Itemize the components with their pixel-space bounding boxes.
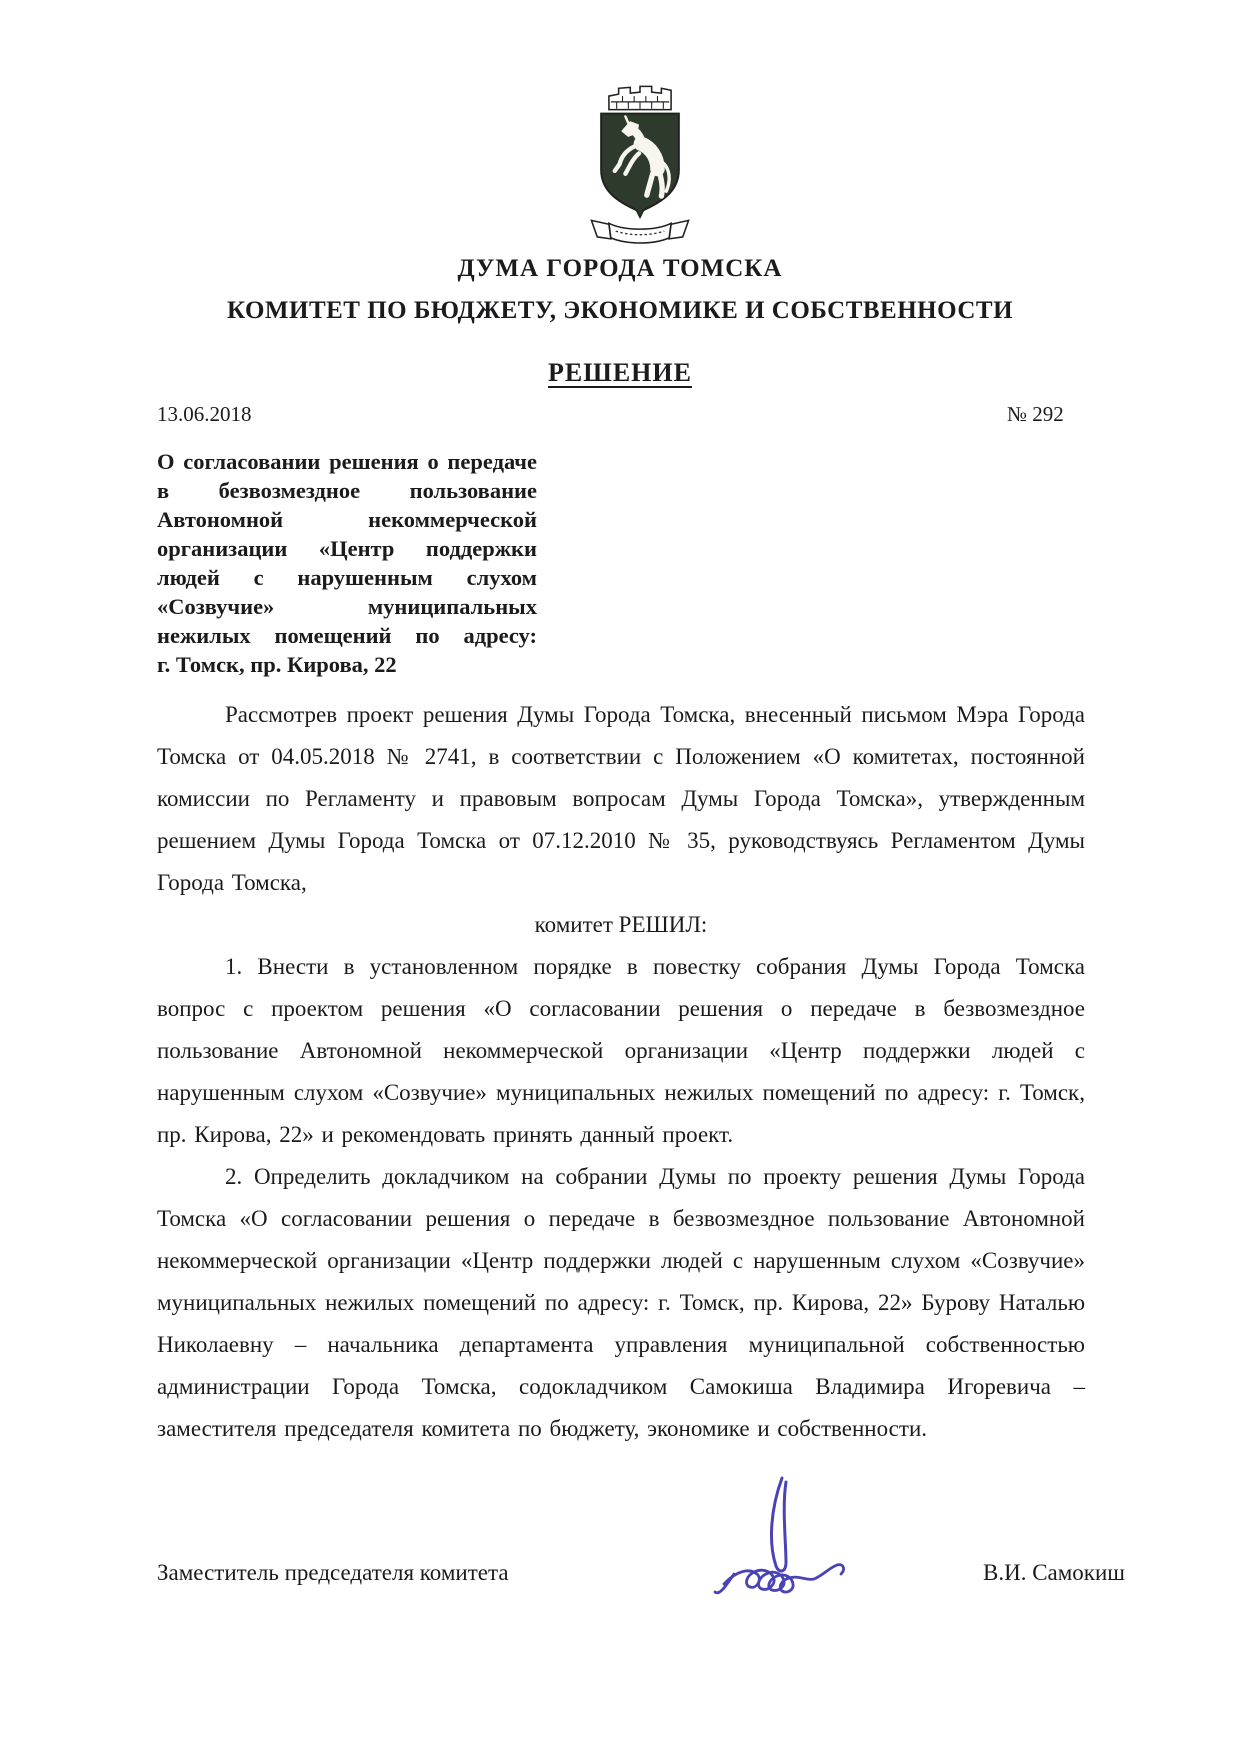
subject-line: в безвозмездное пользование — [157, 478, 537, 503]
preamble: Рассмотрев проект решения Думы Города Томска, внесенный письмом Мэра Города Томска от 04.05.2018 № 2741, в соответствии с Положением «О комитетах, постоянной комиссии по Регламенту и правовым вопросам Думы Города Томска», утвержденным решением Думы Города Томска от 07.12.2010 № 35, руководствуясь Регламентом Думы Города Томска, — [157, 702, 1085, 895]
resolution-item-2: 2. Определить докладчиком на собрании Думы по проекту решения Думы Города Томска «О согласовании решения о передаче в безвозмездное пользование Автономной некоммерческой организации «Центр поддержки людей с нарушенным слухом «Созвучие» муниципальных нежилых помещений по адресу: г. Томск, пр. Кирова, 22» Бурову Наталью Николаевну – начальника департамента управления муниципальной собственностью администрации Города Томска, содокладчиком Самокиша Владимира Игоревича – заместителя председателя комитета по бюджету, экономике и собственности. — [157, 1164, 1085, 1441]
document-body — [157, 694, 1085, 1450]
resolved-heading: комитет РЕШИЛ: — [534, 912, 708, 937]
resolution-item-1: 1. Внести в установленном порядке в повестку собрания Думы Города Томска вопрос с проектом решения «О согласовании решения о передаче в безвозмездное пользование Автономной некоммерческой организации «Центр поддержки людей с нарушенным слухом «Созвучие» муниципальных нежилых помещений по адресу: г. Томск, пр. Кирова, 22» и рекомендовать принять данный проект. — [157, 954, 1085, 1147]
mural-crown-icon — [609, 86, 671, 109]
subject-line: организации «Центр поддержки — [157, 536, 537, 561]
doc-date: 13.06.2018 — [157, 402, 252, 426]
ribbon-icon — [591, 220, 688, 243]
subject-line: О согласовании решения о передаче — [157, 449, 537, 474]
doc-number: № 292 — [1007, 402, 1064, 426]
subject-line: нежилых помещений по адресу: — [157, 623, 537, 648]
committee-name: КОМИТЕТ ПО БЮДЖЕТУ, ЭКОНОМИКЕ И СОБСТВЕННОСТИ — [226, 297, 1014, 324]
subject-line: «Созвучие» муниципальных — [157, 594, 537, 619]
signature-position: Заместитель председателя комитета — [157, 1560, 509, 1585]
doc-type — [0, 358, 1240, 388]
date-number-row — [157, 402, 1085, 432]
subject-line: Автономной некоммерческой — [157, 507, 537, 532]
org-name: ДУМА ГОРОДА ТОМСКА — [457, 255, 783, 282]
subject-line: людей с нарушенным слухом — [157, 565, 537, 590]
subject-block — [157, 447, 537, 679]
subject-line: г. Томск, пр. Кирова, 22 — [157, 652, 397, 677]
signature-name: В.И. Самокиш — [983, 1560, 1125, 1585]
signature-ink-icon — [702, 1468, 878, 1624]
doc-type-label: РЕШЕНИЕ — [548, 358, 692, 387]
tomsk-coat-of-arms-icon — [572, 78, 708, 254]
